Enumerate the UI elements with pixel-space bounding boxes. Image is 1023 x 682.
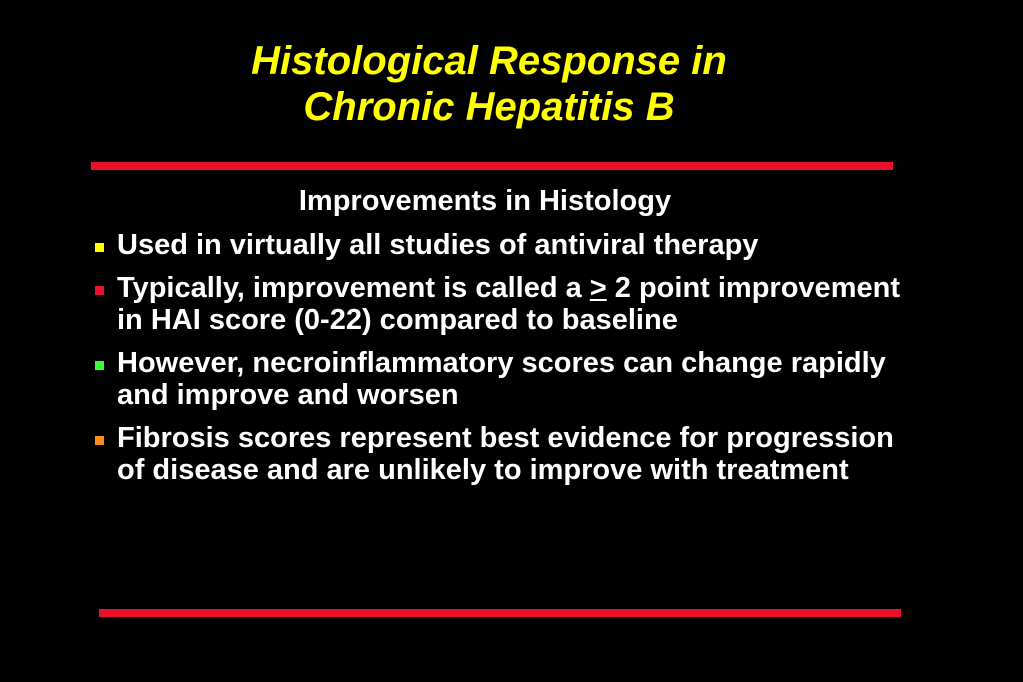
bullet-text-4: Fibrosis scores represent best evidence for progression of disease and are unlikely to improve with treatment	[117, 422, 894, 486]
title-line-2: Chronic Hepatitis B	[303, 85, 675, 129]
square-bullet-icon	[95, 361, 104, 370]
bullet-item-2	[92, 272, 912, 336]
square-bullet-icon	[95, 243, 104, 252]
bullet-item-4	[92, 422, 912, 486]
slide-title	[0, 38, 978, 130]
square-bullet-icon	[95, 436, 104, 445]
bottom-divider	[99, 609, 901, 617]
top-divider	[91, 162, 893, 170]
bullet-text-2-after: 2 point improvement in HAI score (0-22) compared to baseline	[117, 272, 900, 336]
bullet-text-2-before: Typically, improvement is called a	[117, 272, 590, 304]
slide-subtitle: Improvements in Histology	[298, 185, 672, 217]
bullet-item-3	[92, 347, 912, 411]
greater-or-equal-symbol: >	[589, 272, 607, 304]
square-bullet-icon	[95, 286, 104, 295]
bullet-text-1: Used in virtually all studies of antiviral therapy	[117, 229, 759, 261]
bullet-text-3: However, necroinflammatory scores can change rapidly and improve and worsen	[117, 347, 886, 411]
bullet-list	[92, 229, 912, 497]
bullet-item-1	[92, 229, 912, 261]
title-line-1: Histological Response in	[251, 39, 727, 83]
